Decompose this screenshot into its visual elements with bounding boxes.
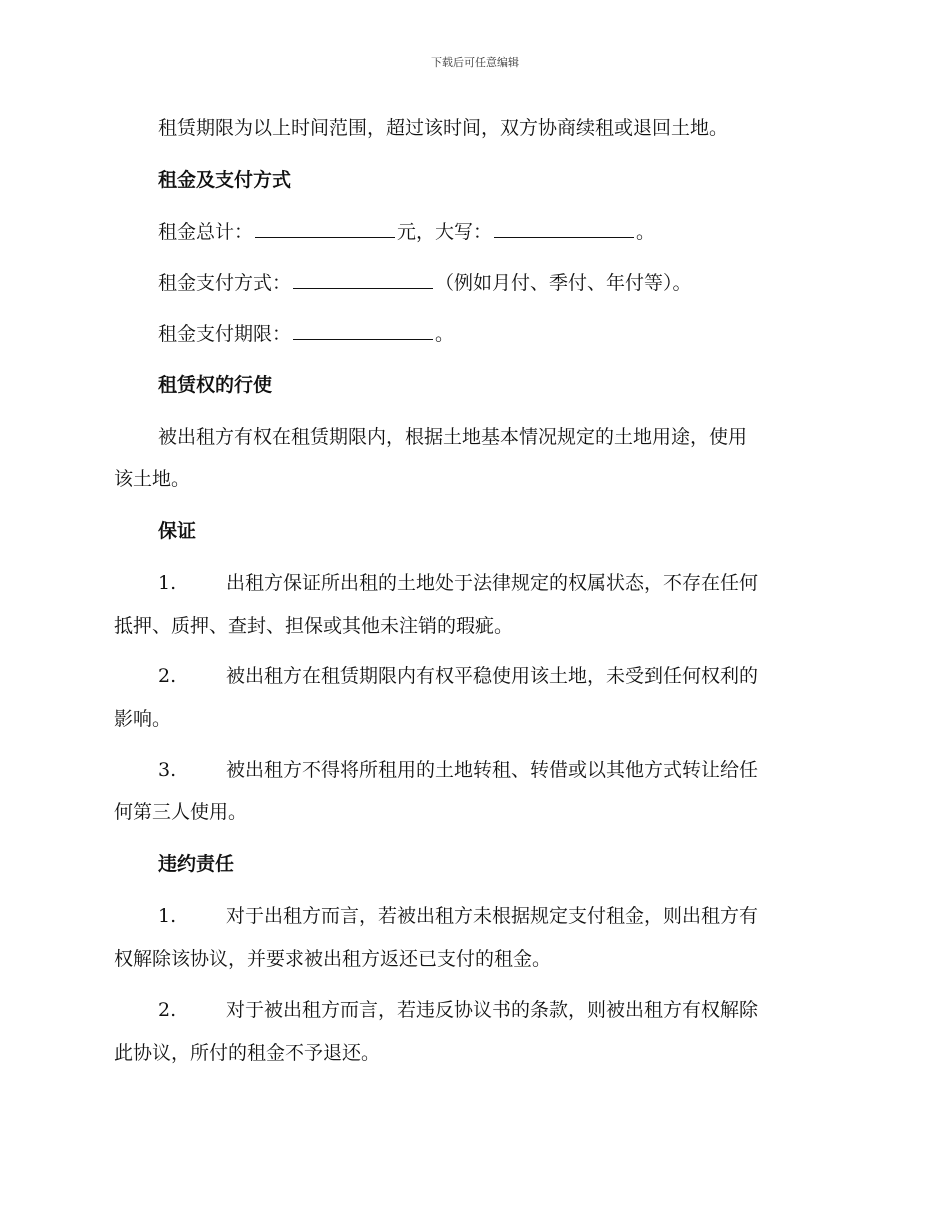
rent-total-blank (255, 219, 395, 238)
rent-capital-label: 元，大写： (397, 221, 493, 243)
rent-method-label: 租金支付方式： (158, 272, 292, 294)
breach-item-2-number: 2. (158, 999, 177, 1021)
rent-deadline-blank (293, 321, 433, 340)
guarantee-item-1-text: 出租方保证所出租的土地处于法律规定的权属状态，不存在任何 (226, 572, 759, 594)
breach-item-1-number: 1. (158, 905, 177, 927)
breach-item-2-line-1 (158, 998, 758, 1022)
guarantee-item-2-text: 被出租方在租赁期限内有权平稳使用该土地，未受到任何权利的 (226, 665, 759, 687)
rent-deadline-end: 。 (435, 323, 455, 345)
guarantee-item-1-number: 1. (158, 572, 177, 594)
rent-total-end: 。 (636, 221, 656, 243)
rent-method-line (158, 270, 692, 295)
rent-deadline-label: 租金支付期限： (158, 323, 292, 345)
guarantee-item-1-line-1 (158, 571, 758, 595)
paragraph-term: 租赁期限为以上时间范围，超过该时间，双方协商续租或退回土地。 (158, 117, 729, 139)
breach-item-2-text: 对于被出租方而言，若违反协议书的条款，则被出租方有权解除 (226, 999, 759, 1021)
heading-breach: 违约责任 (158, 853, 235, 875)
guarantee-item-2-number: 2. (158, 665, 177, 687)
guarantee-item-3-number: 3. (158, 759, 177, 781)
rent-capital-blank (494, 219, 634, 238)
guarantee-item-3-line-2: 何第三人使用。 (114, 801, 248, 823)
breach-item-1-text: 对于出租方而言，若被出租方未根据规定支付租金，则出租方有 (226, 905, 759, 927)
rent-method-note: （例如月付、季付、年付等）。 (435, 272, 692, 294)
breach-item-1-line-2: 权解除该协议，并要求被出租方返还已支付的租金。 (114, 948, 552, 970)
rent-total-label: 租金总计： (158, 221, 254, 243)
guarantee-item-2-line-2: 影响。 (114, 708, 172, 730)
heading-guarantee: 保证 (158, 520, 197, 542)
guarantee-item-3-line-1 (158, 758, 758, 782)
page-header: 下载后可任意编辑 (431, 56, 519, 69)
rent-method-blank (293, 270, 433, 289)
guarantee-item-2-line-1 (158, 664, 758, 688)
heading-lease-rights: 租赁权的行使 (158, 374, 273, 396)
guarantee-item-1-line-2: 抵押、质押、查封、担保或其他未注销的瑕疵。 (114, 615, 514, 637)
breach-item-1-line-1 (158, 904, 758, 928)
rent-total-line (158, 219, 655, 244)
heading-rent-payment: 租金及支付方式 (158, 169, 292, 191)
breach-item-2-line-2: 此协议，所付的租金不予退还。 (114, 1042, 381, 1064)
paragraph-use-line-1: 被出租方有权在租赁期限内，根据土地基本情况规定的土地用途，使用 (158, 426, 748, 448)
guarantee-item-3-text: 被出租方不得将所租用的土地转租、转借或以其他方式转让给任 (226, 759, 759, 781)
rent-deadline-line (158, 321, 454, 346)
paragraph-use-line-2: 该土地。 (114, 468, 191, 490)
